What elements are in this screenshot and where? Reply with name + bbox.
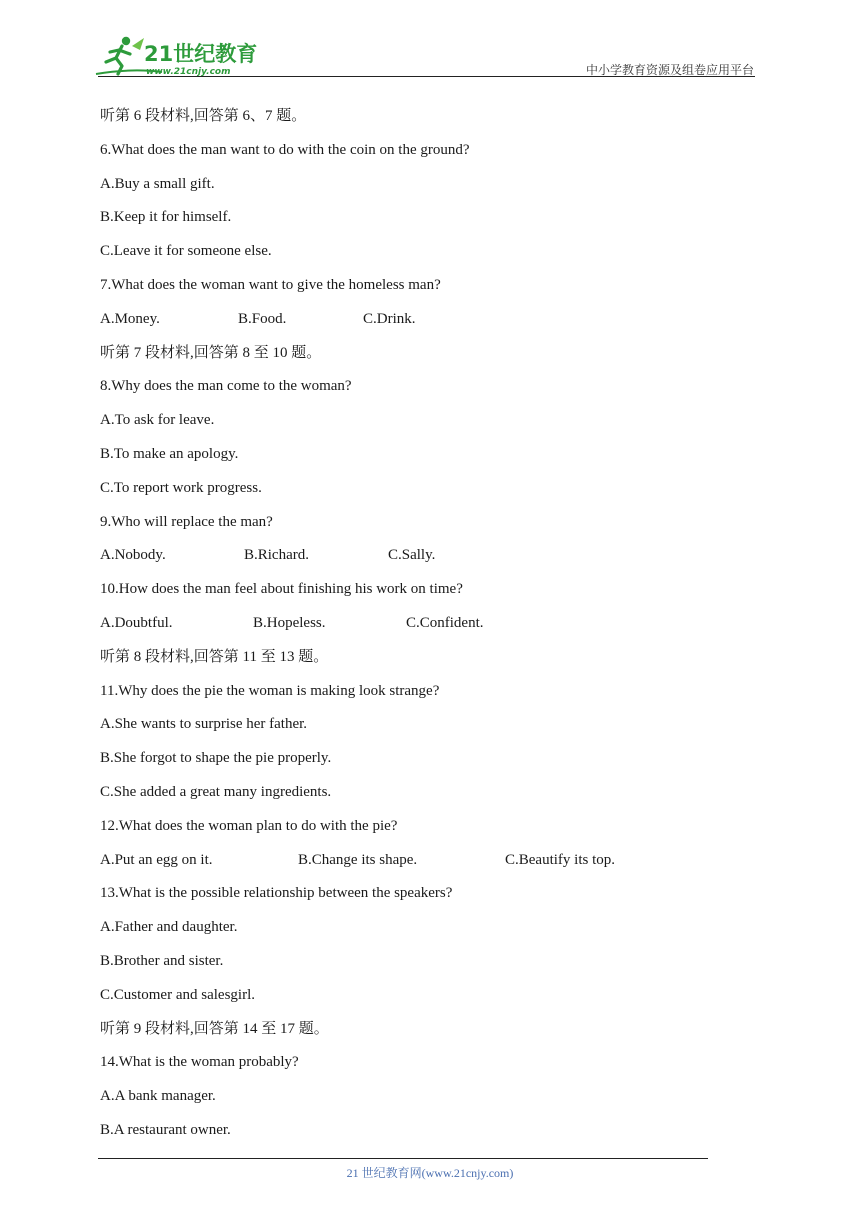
question-stem: 13.What is the possible relationship between the speakers? <box>100 885 453 902</box>
options-row <box>100 539 740 573</box>
option-item: C.Sally. <box>388 547 436 564</box>
logo <box>92 32 262 78</box>
answer-option: A.Father and daughter. <box>100 919 238 936</box>
svg-text:www.21cnjy.com: www.21cnjy.com <box>146 67 231 77</box>
answer-option: C.Customer and salesgirl. <box>100 986 255 1003</box>
footer-text: 21 世纪教育网(www.21cnjy.com) <box>346 1166 514 1180</box>
answer-option: B.To make an apology. <box>100 445 239 462</box>
option-item: B.Change its shape. <box>298 851 418 868</box>
option-item: A.Put an egg on it. <box>100 851 213 868</box>
options-row <box>100 844 740 878</box>
answer-option: C.To report work progress. <box>100 479 262 496</box>
answer-option: A.Buy a small gift. <box>100 175 215 192</box>
section-instruction: 听第 6 段材料,回答第 6、7 题。 <box>100 108 307 124</box>
options-row <box>100 303 740 337</box>
answer-option: A.To ask for leave. <box>100 412 215 429</box>
options-row <box>100 607 740 641</box>
answer-option: B.She forgot to shape the pie properly. <box>100 750 332 767</box>
option-item: B.Richard. <box>244 547 309 564</box>
question-content <box>100 100 740 1148</box>
answer-option: B.Keep it for himself. <box>100 209 232 226</box>
section-instruction: 听第 8 段材料,回答第 11 至 13 题。 <box>100 648 329 665</box>
answer-option: C.Leave it for someone else. <box>100 243 272 260</box>
question-stem: 9.Who will replace the man? <box>100 513 273 530</box>
footer-divider <box>98 1158 708 1159</box>
answer-option: C.She added a great many ingredients. <box>100 783 332 800</box>
question-stem: 7.What does the woman want to give the homeless man? <box>100 276 441 293</box>
page-header <box>92 30 756 78</box>
option-item: A.Nobody. <box>100 547 166 564</box>
svg-text:21世纪教育: 21世纪教育 <box>144 42 258 66</box>
question-stem: 12.What does the woman plan to do with the pie? <box>100 817 398 834</box>
answer-option: B.Brother and sister. <box>100 952 224 969</box>
option-item: A.Money. <box>100 310 160 327</box>
option-item: B.Hopeless. <box>253 614 326 631</box>
option-item: C.Drink. <box>363 310 416 327</box>
answer-option: A.A bank manager. <box>100 1088 216 1105</box>
answer-option: B.A restaurant owner. <box>100 1121 231 1138</box>
header-divider <box>98 76 755 77</box>
question-stem: 10.How does the man feel about finishing his work on time? <box>100 581 463 598</box>
option-item: C.Confident. <box>406 614 484 631</box>
question-stem: 8.Why does the man come to the woman? <box>100 378 352 395</box>
platform-title: 中小学教育资源及组卷应用平台 <box>585 63 754 77</box>
option-item: B.Food. <box>238 310 287 327</box>
question-stem: 6.What does the man want to do with the coin on the ground? <box>100 141 470 158</box>
answer-option: A.She wants to surprise her father. <box>100 716 308 733</box>
option-item: A.Doubtful. <box>100 614 173 631</box>
question-stem: 14.What is the woman probably? <box>100 1054 299 1071</box>
section-instruction: 听第 7 段材料,回答第 8 至 10 题。 <box>100 344 322 361</box>
section-instruction: 听第 9 段材料,回答第 14 至 17 题。 <box>100 1020 329 1037</box>
option-item: C.Beautify its top. <box>505 851 615 868</box>
question-stem: 11.Why does the pie the woman is making look strange? <box>100 682 440 699</box>
